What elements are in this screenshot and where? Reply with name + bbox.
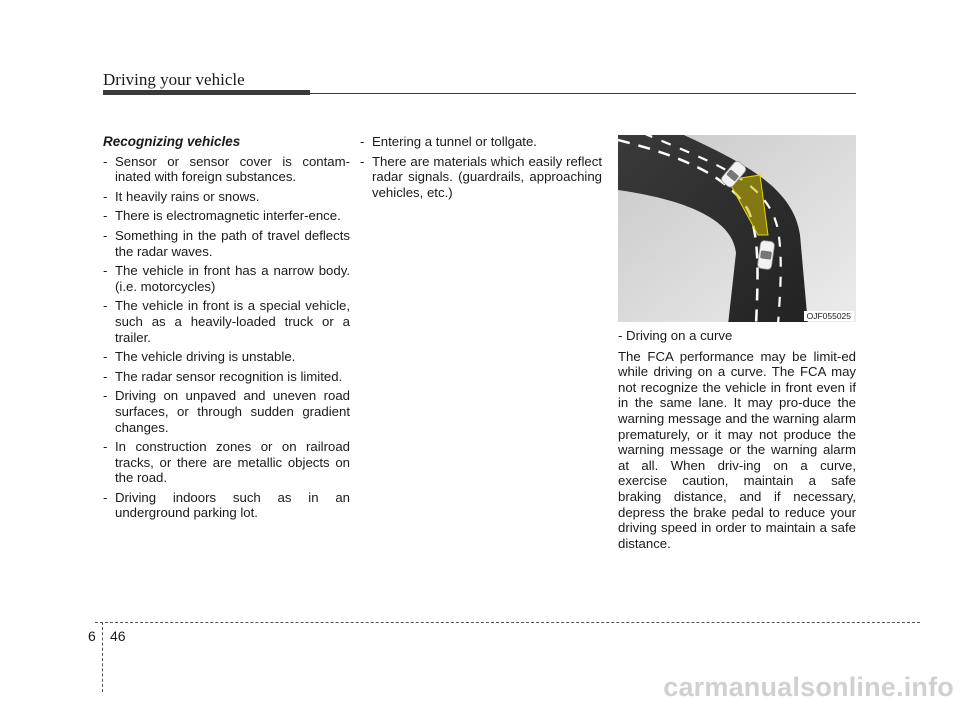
list-item: - The radar sensor recognition is limited. [103,369,350,385]
recognition-conditions-list [103,154,350,521]
list-item: - The vehicle driving is unstable. [103,349,350,365]
list-item: - Driving indoors such as in an underground parking lot. [103,490,350,521]
column-left [103,134,350,525]
list-item: - In construction zones or on railroad tracks, or there are metallic objects on the road. [103,439,350,486]
footer-divider [102,622,103,692]
page-header-title: Driving your vehicle [103,70,245,89]
footer-rule [95,622,920,623]
list-item: - The vehicle in front is a special vehicle, such as a heavily-loaded truck or a trailer. [103,298,350,345]
column-middle [360,134,602,204]
watermark: carmanualsonline.info [663,672,954,702]
section-subheading: Recognizing vehicles [103,134,241,149]
list-item: - Something in the path of travel deflects the radar waves. [103,228,350,259]
list-item: - It heavily rains or snows. [103,189,350,205]
recognition-conditions-list-continued [360,134,602,200]
list-item: - There is electromagnetic interfer-ence. [103,208,350,224]
curve-explanation-paragraph: The FCA performance may be limit-ed while driving on a curve. The FCA may not recognize the vehicle in front even if in the same lane. It may pro-duce the warning message and the warning alarm prematurely, or it may not produce the warning message or the warning alarm at all. When driv-ing on a curve, exercise caution, maintain a safe braking distance, and if necessary, depress the brake pedal to reduce your driving speed in order to maintain a safe distance. [618,348,856,551]
header-rule-thick [103,90,310,95]
figure-code: OJF055025 [804,311,854,321]
column-right [618,134,856,551]
list-item: - Driving on unpaved and uneven road surfaces, or through sudden gradient changes. [103,388,350,435]
header-rule-thin [310,93,856,94]
chapter-number: 6 [88,628,96,644]
curve-condition-item: - Driving on a curve [618,328,733,343]
list-item: - There are materials which easily reflect radar signals. (guardrails, approaching vehicles, etc.) [360,154,602,201]
list-item: - The vehicle in front has a narrow body. (i.e. motorcycles) [103,263,350,294]
curve-road-illustration [618,135,856,322]
list-item: - Sensor or sensor cover is contam-inated with foreign substances. [103,154,350,185]
page-number: 46 [110,628,126,644]
road-curve-image [618,135,856,322]
list-item: - Entering a tunnel or tollgate. [360,134,602,150]
